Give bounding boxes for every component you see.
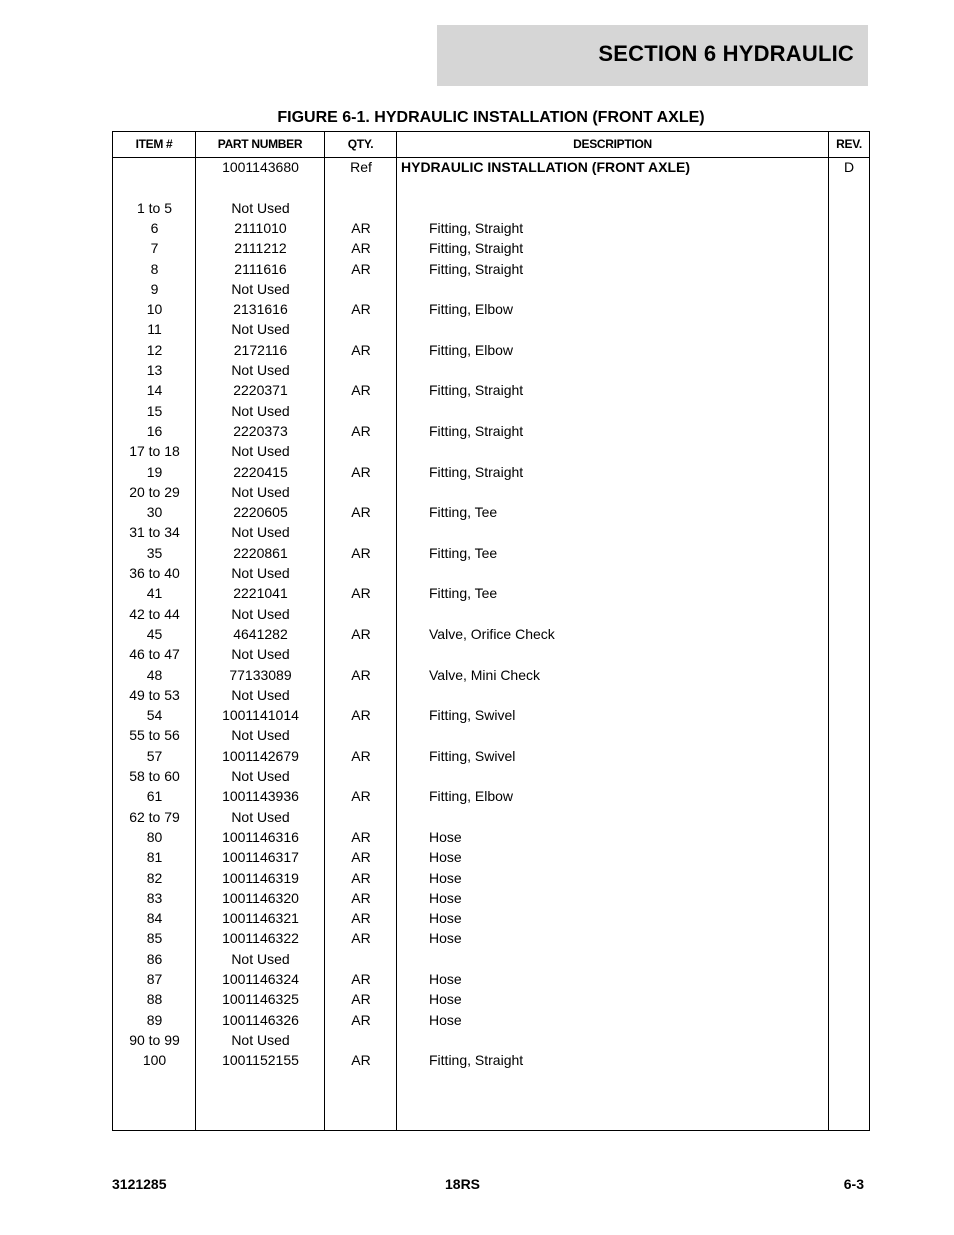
description-cell <box>401 949 857 969</box>
quantity-cell <box>325 563 397 583</box>
table-row <box>113 624 869 644</box>
revision-cell <box>829 908 869 928</box>
item-number-cell: 6 <box>150 219 159 236</box>
part-number-cell: 1001142679 <box>222 747 299 764</box>
item-number-cell: 80 <box>146 828 163 845</box>
description-cell <box>401 807 857 827</box>
description-cell <box>401 685 857 705</box>
part-number-cell: Not Used <box>231 646 290 663</box>
item-number-cell: 82 <box>146 869 163 886</box>
description-cell <box>401 604 857 624</box>
item-number-cell: 9 <box>150 280 159 297</box>
quantity-cell: AR <box>351 666 371 683</box>
revision-cell <box>829 604 869 624</box>
part-number-cell: 1001146317 <box>222 849 299 866</box>
description-cell: Hose <box>429 828 462 845</box>
part-number-cell: 4641282 <box>233 625 288 642</box>
item-number-cell: 10 <box>146 301 163 318</box>
table-row <box>113 685 869 705</box>
table-row <box>113 969 869 989</box>
item-number-cell: 89 <box>146 1011 163 1028</box>
footer-page-number: 6-3 <box>843 1176 864 1192</box>
revision-cell <box>829 786 869 806</box>
part-number-cell: 77133089 <box>229 666 292 683</box>
revision-cell <box>829 462 869 482</box>
quantity-cell <box>325 360 397 380</box>
header-item: ITEM # <box>135 137 173 151</box>
description-cell: HYDRAULIC INSTALLATION (FRONT AXLE) <box>401 159 691 175</box>
description-cell: Fitting, Tee <box>429 585 498 602</box>
quantity-cell: AR <box>351 788 371 805</box>
description-cell <box>401 644 857 664</box>
part-number-cell: 1001141014 <box>222 707 299 724</box>
quantity-cell: AR <box>351 463 371 480</box>
part-number-cell: 2172116 <box>233 341 288 358</box>
quantity-cell: AR <box>351 930 371 947</box>
revision-cell: D <box>843 159 855 175</box>
revision-cell <box>829 177 869 197</box>
part-number-cell: 1001146320 <box>222 889 299 906</box>
table-row <box>113 807 869 827</box>
item-number-cell: 49 to 53 <box>129 686 180 703</box>
part-number-cell: Not Used <box>231 727 290 744</box>
item-number-cell: 17 to 18 <box>129 443 180 460</box>
quantity-cell <box>325 725 397 745</box>
item-number-cell: 41 <box>146 585 163 602</box>
part-number-cell: 1001146321 <box>222 910 299 927</box>
revision-cell <box>829 482 869 502</box>
description-cell: Fitting, Straight <box>429 219 524 236</box>
quantity-cell <box>325 949 397 969</box>
quantity-cell <box>325 177 397 197</box>
item-number-cell: 1 to 5 <box>136 199 173 216</box>
item-number-cell: 13 <box>146 362 163 378</box>
revision-cell <box>829 543 869 563</box>
part-number-cell: Not Used <box>231 565 290 581</box>
quantity-cell: AR <box>351 422 371 439</box>
item-number-cell: 54 <box>146 707 163 724</box>
description-cell: Hose <box>429 910 462 927</box>
quantity-cell <box>325 401 397 421</box>
item-number-cell: 14 <box>146 382 163 399</box>
revision-cell <box>829 847 869 867</box>
table-row <box>113 644 869 664</box>
part-number-cell: Not Used <box>231 483 290 500</box>
part-number-cell: Not Used <box>231 524 290 541</box>
footer-model: 18RS <box>445 1176 481 1192</box>
section-title: SECTION 6 HYDRAULIC <box>598 41 854 66</box>
header-rev: REV. <box>836 137 862 151</box>
item-number-cell <box>113 157 196 177</box>
revision-cell <box>829 766 869 786</box>
revision-cell <box>829 441 869 461</box>
quantity-cell: AR <box>351 544 371 561</box>
revision-cell <box>829 746 869 766</box>
quantity-cell <box>325 766 397 786</box>
part-number-cell: Not Used <box>231 199 290 216</box>
revision-cell <box>829 259 869 279</box>
part-number-cell: 2111010 <box>234 219 287 236</box>
part-number-cell: 1001146325 <box>222 991 299 1008</box>
table-row <box>113 218 869 238</box>
quantity-cell <box>325 198 397 218</box>
revision-cell <box>829 421 869 441</box>
description-cell: Fitting, Elbow <box>429 301 514 318</box>
description-cell: Fitting, Elbow <box>429 341 514 358</box>
revision-cell <box>829 644 869 664</box>
description-cell: Valve, Mini Check <box>429 666 541 683</box>
revision-cell <box>829 299 869 319</box>
item-number-cell: 46 to 47 <box>129 646 180 663</box>
revision-cell <box>829 685 869 705</box>
part-number-cell: 2220415 <box>233 463 288 480</box>
quantity-cell <box>325 1030 397 1050</box>
item-number-cell: 35 <box>146 544 163 561</box>
part-number-cell: 1001143680 <box>222 159 299 175</box>
quantity-cell: AR <box>351 504 371 521</box>
description-cell <box>401 279 857 299</box>
part-number-cell: 1001146326 <box>222 1011 299 1028</box>
revision-cell <box>829 380 869 400</box>
table-row <box>113 299 869 319</box>
table-row <box>113 177 869 197</box>
item-number-cell: 15 <box>146 402 163 419</box>
quantity-cell: AR <box>351 301 371 318</box>
table-row <box>113 989 869 1009</box>
revision-cell <box>829 583 869 603</box>
item-number-cell: 11 <box>147 321 162 338</box>
part-number-cell: Not Used <box>231 362 290 378</box>
table-row <box>113 482 869 502</box>
part-number-cell: 2220371 <box>233 382 288 399</box>
quantity-cell: AR <box>351 889 371 906</box>
table-row <box>113 908 869 928</box>
table-row <box>113 563 869 583</box>
description-cell: Valve, Orifice Check <box>429 625 555 642</box>
revision-cell <box>829 401 869 421</box>
table-row <box>113 583 869 603</box>
table-row <box>113 360 869 380</box>
table-row <box>113 746 869 766</box>
item-number-cell: 31 to 34 <box>129 524 180 541</box>
table-header <box>113 132 869 158</box>
part-number-cell: Not Used <box>231 950 290 967</box>
table-row <box>113 786 869 806</box>
revision-cell <box>829 888 869 908</box>
part-number-cell: 2131616 <box>233 301 288 318</box>
table-row <box>113 725 869 745</box>
part-number-cell: 1001146322 <box>222 930 299 947</box>
description-cell: Fitting, Swivel <box>429 747 516 764</box>
item-number-cell: 12 <box>146 341 163 358</box>
description-cell: Fitting, Straight <box>429 382 524 399</box>
revision-cell <box>829 665 869 685</box>
description-cell: Fitting, Elbow <box>429 788 514 805</box>
revision-cell <box>829 928 869 948</box>
table-row <box>113 157 869 177</box>
quantity-cell: AR <box>351 828 371 845</box>
item-number-cell: 86 <box>146 950 163 967</box>
table-row <box>113 928 869 948</box>
part-number-cell: 2111616 <box>234 260 287 277</box>
table-row <box>113 766 869 786</box>
item-number-cell: 84 <box>146 910 163 927</box>
description-cell <box>401 441 857 461</box>
part-number-cell: Not Used <box>231 402 290 419</box>
item-number-cell: 58 to 60 <box>129 768 180 784</box>
item-number-cell: 83 <box>146 889 163 906</box>
section-banner <box>437 25 868 86</box>
header-part-number: PART NUMBER <box>217 137 303 151</box>
item-number-cell: 42 to 44 <box>129 605 180 622</box>
table-row <box>113 888 869 908</box>
part-number-cell: 2220605 <box>233 504 288 521</box>
quantity-cell: AR <box>351 707 371 724</box>
part-number-cell: 2220373 <box>233 422 288 439</box>
description-cell: Hose <box>429 1011 462 1028</box>
table-row <box>113 1050 869 1070</box>
revision-cell <box>829 563 869 583</box>
description-cell: Fitting, Straight <box>429 422 524 439</box>
table-row <box>113 401 869 421</box>
table-row <box>113 380 869 400</box>
revision-cell <box>829 725 869 745</box>
description-cell: Hose <box>429 971 462 987</box>
description-cell <box>401 177 857 197</box>
revision-cell <box>829 1010 869 1030</box>
table-row <box>113 340 869 360</box>
part-number-cell: Not Used <box>231 605 290 622</box>
description-cell: Hose <box>429 869 462 886</box>
item-number-cell: 8 <box>150 260 159 277</box>
quantity-cell: AR <box>351 971 371 987</box>
quantity-cell: AR <box>351 585 371 602</box>
quantity-cell: AR <box>351 869 371 886</box>
description-cell: Fitting, Straight <box>429 1052 524 1069</box>
quantity-cell <box>325 522 397 542</box>
table-row <box>113 502 869 522</box>
table-row <box>113 827 869 847</box>
description-cell: Fitting, Tee <box>429 504 498 521</box>
revision-cell <box>829 705 869 725</box>
description-cell <box>401 401 857 421</box>
table-row <box>113 868 869 888</box>
quantity-cell <box>325 807 397 827</box>
quantity-cell <box>325 644 397 664</box>
part-number-cell: Not Used <box>231 1031 290 1048</box>
table-row <box>113 522 869 542</box>
quantity-cell: AR <box>351 1052 371 1069</box>
description-cell <box>401 563 857 583</box>
item-number-cell: 62 to 79 <box>129 808 180 825</box>
item-number-cell: 61 <box>146 788 163 805</box>
revision-cell <box>829 218 869 238</box>
header-description: DESCRIPTION <box>573 137 652 151</box>
part-number-cell: 1001146319 <box>222 869 299 886</box>
quantity-cell <box>325 319 397 339</box>
part-number-cell: Not Used <box>231 686 290 703</box>
part-number-cell: 2220861 <box>233 544 288 561</box>
table-row <box>113 462 869 482</box>
table-row <box>113 847 869 867</box>
table-row <box>113 319 869 339</box>
description-cell <box>401 766 857 786</box>
description-cell: Hose <box>429 889 462 906</box>
table-row <box>113 1010 869 1030</box>
part-number-cell <box>196 177 325 197</box>
quantity-cell: AR <box>351 219 371 236</box>
part-number-cell: 1001146316 <box>222 828 299 845</box>
table-row <box>113 198 869 218</box>
table-row <box>113 604 869 624</box>
description-cell <box>401 198 857 218</box>
quantity-cell: AR <box>351 240 371 257</box>
part-number-cell: 2221041 <box>233 585 288 602</box>
item-number-cell: 55 to 56 <box>129 727 180 744</box>
table-row <box>113 1030 869 1050</box>
table-row <box>113 705 869 725</box>
revision-cell <box>829 1050 869 1070</box>
revision-cell <box>829 522 869 542</box>
revision-cell <box>829 340 869 360</box>
quantity-cell <box>325 685 397 705</box>
item-number-cell <box>113 177 196 197</box>
quantity-cell: AR <box>351 341 371 358</box>
part-number-cell: 1001152155 <box>222 1052 299 1069</box>
revision-cell <box>829 624 869 644</box>
item-number-cell: 85 <box>146 930 163 947</box>
description-cell: Hose <box>429 991 462 1008</box>
description-cell <box>401 522 857 542</box>
parts-table <box>112 131 870 1131</box>
item-number-cell: 20 to 29 <box>129 483 180 500</box>
revision-cell <box>829 319 869 339</box>
item-number-cell: 88 <box>146 991 163 1008</box>
revision-cell <box>829 198 869 218</box>
description-cell: Fitting, Straight <box>429 463 524 480</box>
part-number-cell: Not Used <box>231 808 290 825</box>
table-row <box>113 665 869 685</box>
table-row <box>113 949 869 969</box>
quantity-cell: Ref <box>350 159 372 175</box>
item-number-cell: 48 <box>146 666 163 683</box>
description-cell: Hose <box>429 930 462 947</box>
description-cell <box>401 725 857 745</box>
description-cell: Fitting, Swivel <box>429 707 516 724</box>
quantity-cell: AR <box>351 382 371 399</box>
revision-cell <box>829 807 869 827</box>
part-number-cell: Not Used <box>231 768 290 784</box>
part-number-cell: 1001143936 <box>222 788 299 805</box>
revision-cell <box>829 989 869 1009</box>
item-number-cell: 45 <box>146 625 163 642</box>
item-number-cell: 100 <box>142 1052 167 1069</box>
description-cell <box>401 1030 857 1050</box>
item-number-cell: 90 to 99 <box>129 1031 180 1048</box>
description-cell <box>401 319 857 339</box>
revision-cell <box>829 827 869 847</box>
quantity-cell: AR <box>351 849 371 866</box>
item-number-cell: 57 <box>146 747 163 764</box>
description-cell: Fitting, Straight <box>429 260 524 277</box>
quantity-cell: AR <box>351 991 371 1008</box>
footer-doc-number: 3121285 <box>112 1176 167 1192</box>
revision-cell <box>829 1030 869 1050</box>
part-number-cell: 1001146324 <box>222 971 299 987</box>
table-row <box>113 543 869 563</box>
header-qty: QTY. <box>347 137 374 151</box>
description-cell <box>401 482 857 502</box>
quantity-cell <box>325 482 397 502</box>
quantity-cell: AR <box>351 1011 371 1028</box>
table-row <box>113 441 869 461</box>
quantity-cell <box>325 441 397 461</box>
revision-cell <box>829 868 869 888</box>
item-number-cell: 30 <box>146 504 163 521</box>
item-number-cell: 19 <box>146 463 163 480</box>
table-row <box>113 421 869 441</box>
quantity-cell <box>325 604 397 624</box>
revision-cell <box>829 502 869 522</box>
revision-cell <box>829 360 869 380</box>
part-number-cell: Not Used <box>231 321 290 338</box>
item-number-cell: 16 <box>146 422 163 439</box>
quantity-cell <box>325 279 397 299</box>
quantity-cell: AR <box>351 747 371 764</box>
quantity-cell: AR <box>351 260 371 277</box>
revision-cell <box>829 969 869 989</box>
table-row <box>113 259 869 279</box>
part-number-cell: Not Used <box>231 280 290 297</box>
quantity-cell: AR <box>351 910 371 927</box>
item-number-cell: 81 <box>146 849 163 866</box>
description-cell: Fitting, Straight <box>429 240 524 257</box>
quantity-cell: AR <box>351 625 371 642</box>
item-number-cell: 36 to 40 <box>129 565 180 581</box>
table-row <box>113 279 869 299</box>
description-cell: Fitting, Tee <box>429 544 498 561</box>
item-number-cell: 7 <box>150 240 159 257</box>
part-number-cell: 2111212 <box>234 240 287 257</box>
table-row <box>113 238 869 258</box>
revision-cell <box>829 238 869 258</box>
figure-title: FIGURE 6-1. HYDRAULIC INSTALLATION (FRONT AXLE) <box>277 109 705 126</box>
description-cell: Hose <box>429 849 462 866</box>
description-cell <box>401 360 857 380</box>
part-number-cell: Not Used <box>231 443 290 460</box>
revision-cell <box>829 949 869 969</box>
item-number-cell: 87 <box>146 971 163 987</box>
revision-cell <box>829 279 869 299</box>
